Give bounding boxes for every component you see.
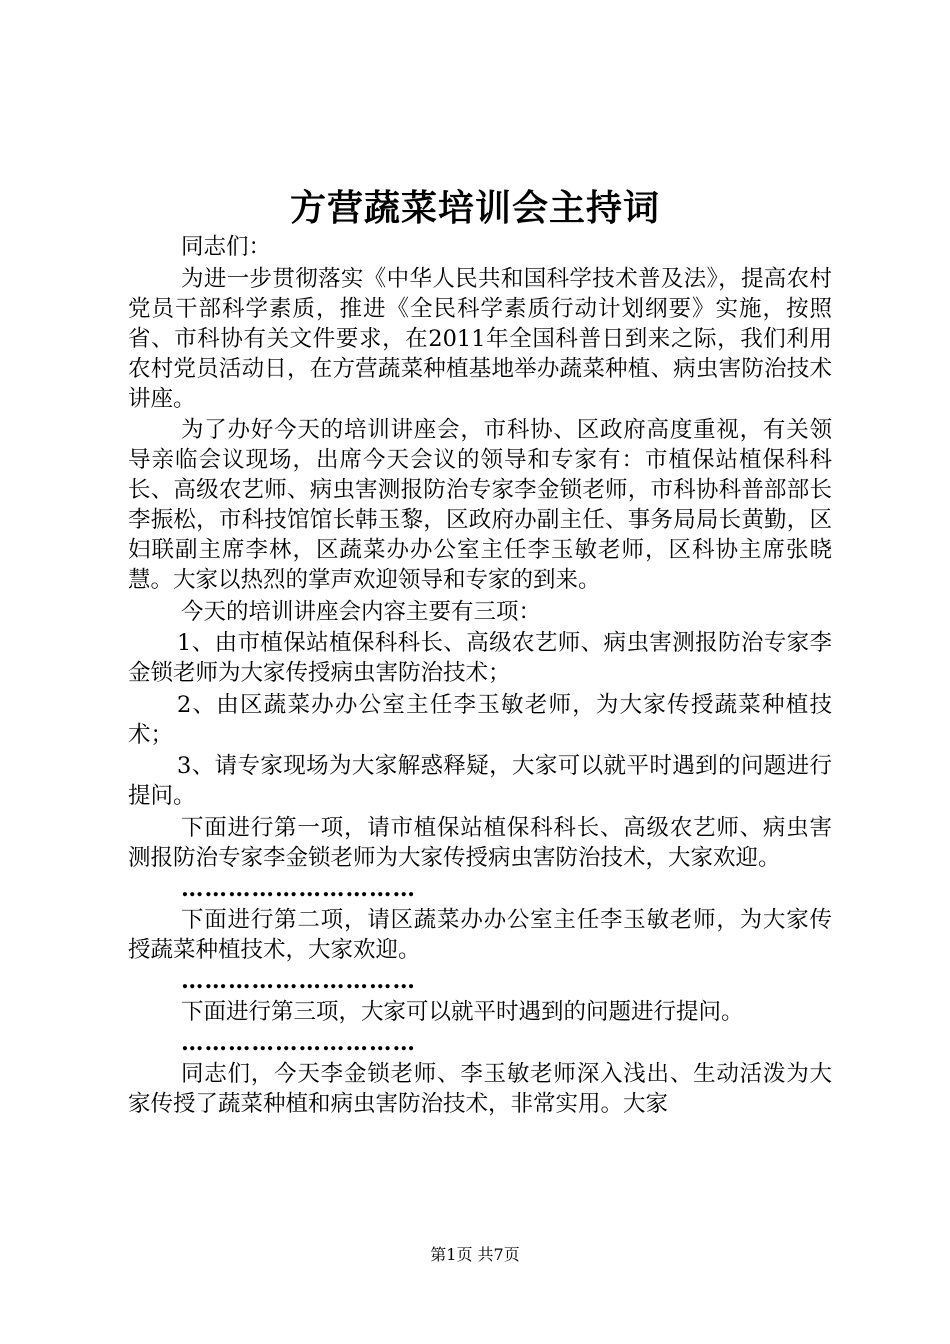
- ellipsis-divider: …………………………: [181, 1030, 416, 1056]
- paragraph-agenda-heading: 今天的培训讲座会内容主要有三项：: [181, 598, 542, 625]
- agenda-item-2: 2、由区蔬菜办办公室主任李玉敏老师，为大家传授蔬菜种植技术；: [128, 691, 832, 748]
- document-title: 方营蔬菜培训会主持词: [289, 187, 660, 229]
- ellipsis-divider: …………………………: [181, 968, 416, 994]
- paragraph-attendees: 为了办好今天的培训讲座会，市科协、区政府高度重视，有关领导亲临会议现场，出席今天会议的领导和专家有：市植保站植保科科长、高级农艺师、病虫害测报防治专家李金锁老师，市科协科普部部长李振松，市科技馆馆长韩玉黎，区政府办副主任、事务局局长黄勤，区妇联副主席李林，区蔬菜办办公室主任李玉敏老师，区科协主席张晓慧。大家以热烈的掌声欢迎领导和专家的到来。: [128, 417, 832, 593]
- paragraph-item-3: 下面进行第三项，大家可以就平时遇到的问题进行提问。: [181, 998, 744, 1025]
- document-body: [128, 232, 832, 1120]
- paragraph-item-2: 下面进行第二项，请区蔬菜办办公室主任李玉敏老师，为大家传授蔬菜种植技术，大家欢迎。: [128, 906, 832, 963]
- agenda-item-1: 1、由市植保站植保科科长、高级农艺师、病虫害测报防治专家李金锁老师为大家传授病虫害防治技术；: [128, 630, 832, 686]
- salutation: 同志们：: [181, 234, 272, 260]
- ellipsis-divider: …………………………: [181, 876, 416, 902]
- page-number: 第1页 共7页: [430, 1245, 520, 1264]
- paragraph-item-1: 下面进行第一项，请市植保站植保科科长、高级农艺师、病虫害测报防治专家李金锁老师为大家传授病虫害防治技术，大家欢迎。: [128, 814, 832, 871]
- paragraph-intro: 为进一步贯彻落实《中华人民共和国科学技术普及法》，提高农村党员干部科学素质，推进《全民科学素质行动计划纲要》实施，按照省、市科协有关文件要求，在2011年全国科普日到来之际，我们利用农村党员活动日，在方营蔬菜种植基地举办蔬菜种植、病虫害防治技术讲座。: [128, 265, 832, 412]
- agenda-item-3: 3、请专家现场为大家解惑释疑，大家可以就平时遇到的问题进行提问。: [128, 753, 832, 809]
- paragraph-closing: 同志们，今天李金锁老师、李玉敏老师深入浅出、生动活泼为大家传授了蔬菜种植和病虫害防治技术，非常实用。大家: [128, 1060, 832, 1117]
